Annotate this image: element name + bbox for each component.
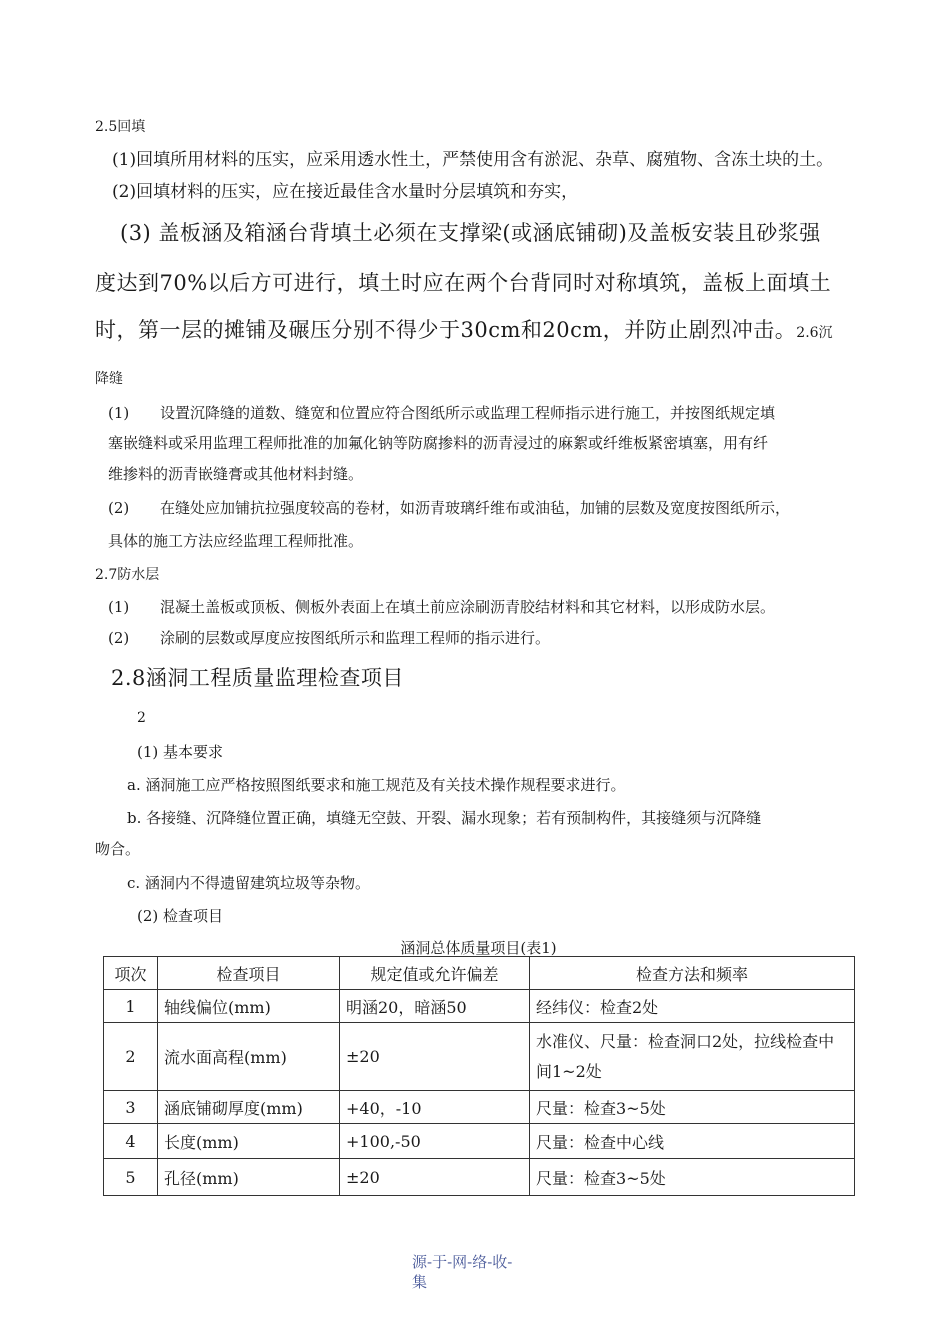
table-cell: 2 [104,1023,158,1091]
header-method: 检查方法和频率 [530,957,855,990]
backfill-item-3-line3-text: 时，第一层的摊铺及碾压分别不得少于30cm和20cm，并防止剧烈冲击。 [95,318,797,342]
backfill-item-3-line2: 度达到70%以后方可进行，填土时应在两个台背同时对称填筑，盖板上面填土 [95,271,832,295]
backfill-item-1: (1)回填所用材料的压实，应采用透水性土，严禁使用含有淤泥、杂草、腐殖物、含冻土块的土。 [112,150,834,170]
requirement-b-line2: 吻合。 [95,840,141,858]
footer-line-2: 集 [412,1273,428,1291]
sub-number: 2 [137,710,146,726]
table-cell: 孔径(mm) [158,1159,340,1196]
table-cell: 长度(mm) [158,1124,340,1159]
quality-table [103,956,855,1196]
waterproof-item-2-number: (2) [108,629,130,647]
settlement-item-1-line2: 塞嵌缝料或采用监理工程师批准的加氟化钠等防腐掺料的沥青浸过的麻絮或纤维板紧密填塞，用有纤 [108,434,769,452]
requirement-c: c. 涵洞内不得遗留建筑垃圾等杂物。 [127,874,370,892]
section-2-8-heading: 2.8涵洞工程质量监理检查项目 [111,666,404,690]
settlement-item-2-number: (2) [108,499,130,517]
backfill-item-2: (2)回填材料的压实，应在接近最佳含水量时分层填筑和夯实， [112,182,579,202]
table-cell: 经纬仪：检查2处 [530,990,855,1023]
check-items-heading: (2) 检查项目 [137,907,224,925]
table-cell: 5 [104,1159,158,1196]
settlement-item-1-line3: 维掺料的沥青嵌缝膏或其他材料封缝。 [108,465,364,483]
table-cell: ±20 [340,1023,530,1091]
section-2-6-heading-tail: 降缝 [95,371,123,387]
footer-source-note [412,1252,512,1292]
table-cell: ±20 [340,1159,530,1196]
waterproof-item-1-text: 混凝土盖板或顶板、侧板外表面上在填土前应涂刷沥青胶结材料和其它材料，以形成防水层。 [160,598,776,616]
settlement-item-2-text: 在缝处应加铺抗拉强度较高的卷材，如沥青玻璃纤维布或油毡，加铺的层数及宽度按图纸所示， [160,499,791,517]
table-row [104,1023,855,1091]
section-2-5-heading: 2.5回填 [95,119,146,135]
requirement-b-line1: b. 各接缝、沉降缝位置正确，填缝无空鼓、开裂、漏水现象；若有预制构件，其接缝须与沉降缝 [127,809,762,827]
table-cell: +40，-10 [340,1091,530,1124]
table-cell: 尺量：检查中心线 [530,1124,855,1159]
table-cell: 水准仪、尺量：检查洞口2处，拉线检查中间1~2处 [530,1023,855,1091]
table-cell: 涵底铺砌厚度(mm) [158,1091,340,1124]
settlement-item-1-number: (1) [108,404,130,422]
waterproof-item-1-number: (1) [108,598,130,616]
requirement-a: a. 涵洞施工应严格按照图纸要求和施工规范及有关技术操作规程要求进行。 [127,776,626,794]
section-2-6-heading-start: 2.6沉 [796,325,833,341]
table-row [104,1124,855,1159]
backfill-item-3-line3 [95,314,833,344]
backfill-item-3-line1: (3) 盖板涵及箱涵台背填土必须在支撑梁(或涵底铺砌)及盖板安装且砂浆强 [120,221,821,245]
waterproof-item-2 [108,627,550,648]
table-cell: 轴线偏位(mm) [158,990,340,1023]
table-cell: 尺量：检查3~5处 [530,1159,855,1196]
header-item-no: 项次 [104,957,158,990]
table-row [104,990,855,1023]
settlement-item-2-line2: 具体的施工方法应经监理工程师批准。 [108,532,364,550]
table-row [104,1159,855,1196]
header-tolerance: 规定值或允许偏差 [340,957,530,990]
table-cell: 3 [104,1091,158,1124]
table-caption: 涵洞总体质量项目(表1) [400,939,557,957]
table-cell: 流水面高程(mm) [158,1023,340,1091]
settlement-item-2-line1 [108,497,790,518]
waterproof-item-2-text: 涂刷的层数或厚度应按图纸所示和监理工程师的指示进行。 [160,629,551,647]
table-row [104,1091,855,1124]
section-2-7-heading: 2.7防水层 [95,567,160,583]
table-cell: 尺量：检查3~5处 [530,1091,855,1124]
table-cell: 明涵20，暗涵50 [340,990,530,1023]
basic-requirements-heading: (1) 基本要求 [137,743,224,761]
table-cell: +100,-50 [340,1124,530,1159]
waterproof-item-1 [108,596,775,617]
settlement-item-1-line1 [108,402,775,423]
table-cell: 1 [104,990,158,1023]
footer-line-1: 源-于-网-络-收- [412,1253,513,1271]
header-check-item: 检查项目 [158,957,340,990]
table-header-row [104,957,855,990]
settlement-item-1-text: 设置沉降缝的道数、缝宽和位置应符合图纸所示或监理工程师指示进行施工，并按图纸规定填 [160,404,776,422]
table-cell: 4 [104,1124,158,1159]
